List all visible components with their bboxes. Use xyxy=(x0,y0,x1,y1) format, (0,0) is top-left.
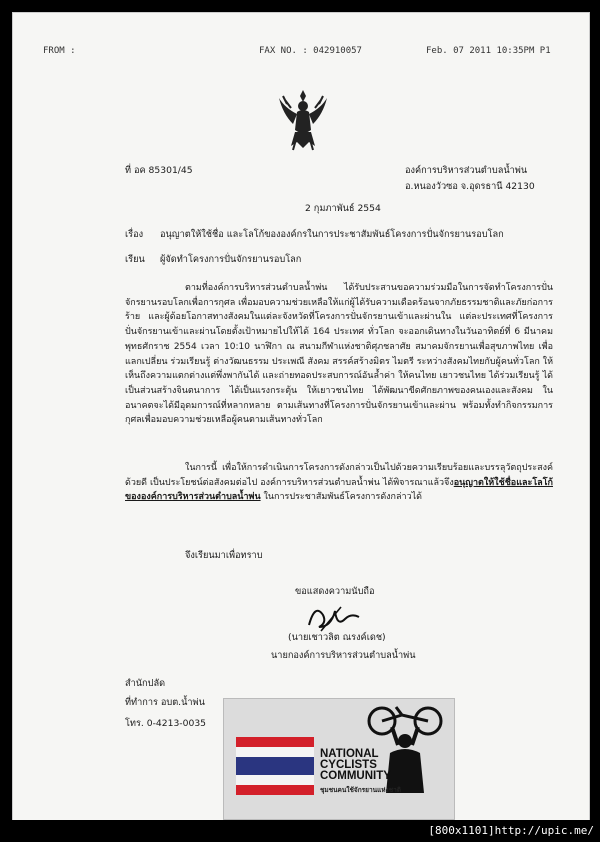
closing-request: จึงเรียนมาเพื่อทราบ xyxy=(185,550,263,561)
org-address: อ.หนองวัวซอ จ.อุดรธานี 42130 xyxy=(405,181,535,192)
fax-date-page: Feb. 07 2011 10:35PM P1 xyxy=(426,46,551,56)
logo-thai-text: ชุมชนคนใช้จักรยานแห่งชาติ xyxy=(320,786,401,794)
signer-title: นายกองค์การบริหารส่วนตำบลน้ำพ่น xyxy=(271,650,416,661)
thai-flag-icon xyxy=(236,737,314,795)
ncc-logo-label xyxy=(223,698,455,820)
body-paragraph-1: ตามที่องค์การบริหารส่วนตำบลน้ำพ่น ได้รับประสานขอความร่วมมือในการจัดทำโครงการปั่นจักรยานรอบโลกเพื่อการกุศล เพื่อมอบความช่วยเหลือให้แก่ผู้ได้รับความเดือดร้อนจากภัยธรรมชาติและภัยก่อการร้าย และผู้ด้อยโอกาสทางสังคมในแต่ละจังหวัดที่โครงการปั่นจักรยานเข้าและผ่านใน แต่ละประเทศที่โครงการปั่นจักรยานเข้าและผ่านโดยตั้งเป้าหมายไปให้ได้ 164 ประเทศ ทั่วโลก จะออกเดินทางในวันอาทิตย์ที่ 6 มีนาคม พุทธศักราช 2554 เวลา 10:10 นาฬิกา ณ สนามกีฬาแห่งชาติศุภชลาศัย สมาคมจักรยานเพื่อสุขภาพไทย เพื่อแลกเปลี่ยน ร่วมเรียนรู้ ต่างวัฒนธรรม ประเพณี สังคม สรรค์สร้างมิตร ไมตรี ระหว่างสังคมไทยกับผู้คนทั่วโลก ให้เห็นถึงความแตกต่างแต่พึ่งพากันได้ และถ่ายทอดประสบการณ์อันล้ำค่า ให้คนไทย เยาวชนไทย ได้ร่วมเรียนรู้ ได้เป็นส่วนสร้างจินตนาการ ได้เป็นแรงกระตุ้น ให้เยาวชนไทย ได้พัฒนาขีดศักยภาพของคนเองและสังคม ในอนาคตจะได้มีอุดมการณ์ที่หลากหลาย ตามเส้นทางที่โครงการปั่นจักรยานเข้าและผ่าน พร้อมทั้งทำกิจกรรมการกุศลเพื่อมอบความช่วยเหลือผู้คนตามเส้นทางทั่วโลก xyxy=(125,283,553,426)
reference-number: ที่ อค 85301/45 xyxy=(125,165,193,176)
document-page xyxy=(12,12,590,822)
org-name: องค์การบริหารส่วนตำบลน้ำพ่น xyxy=(405,165,528,176)
garuda-emblem-icon xyxy=(275,86,331,152)
subject-label: เรื่อง xyxy=(125,229,144,240)
office-phone: โทร. 0-4213-0035 xyxy=(125,718,207,729)
logo-text-block xyxy=(320,749,391,782)
subject-text: อนุญาตให้ใช้ชื่อ และโลโก้ขององค์กรในการประชาสัมพันธ์โครงการปั่นจักรยานรอบโลก xyxy=(160,229,504,240)
fax-number: FAX NO. : 042910057 xyxy=(259,46,362,56)
logo-line-3: COMMUNITY xyxy=(320,770,391,782)
recipient-text: ผู้จัดทำโครงการปั่นจักรยานรอบโลก xyxy=(160,254,302,265)
office-name: สำนักปลัด xyxy=(125,678,166,689)
logo-line-1: NATIONAL xyxy=(320,748,379,760)
logo-line-2: CYCLISTS xyxy=(320,759,377,771)
fax-from: FROM : xyxy=(43,46,76,56)
document-date: 2 กุมภาพันธ์ 2554 xyxy=(305,203,381,214)
paragraph-2-end: ในการประชาสัมพันธ์โครงการดังกล่าวได้ xyxy=(263,492,423,503)
office-address: ที่ทำการ อบต.น้ำพ่น xyxy=(125,697,205,708)
image-host-watermark: [800x1101]http://upic.me/ xyxy=(428,824,594,837)
recipient-label: เรียน xyxy=(125,254,145,265)
regards-text: ขอแสดงความนับถือ xyxy=(295,586,375,597)
paragraph-2-intro: ในการนี้ เพื่อให้การดำเนินการโครงการดังกล่าวเป็นไปด้วยความเรียบร้อยและบรรลุวัตถุประสงค์ด้วยดี เป็นประโยชน์ต่อสังคมต่อไป องค์การบริหารส่วนตำบลน้ำพ่น ได้พิจารณาแล้วจึง xyxy=(125,463,553,488)
signer-name: (นายเชาวลิต ณรงค์เดช) xyxy=(288,632,386,643)
body-paragraph-2 xyxy=(125,461,553,505)
permission-highlight: อนุญาตให้ใช้ชื่อและโลโก้ขององค์การบริหารส่วนตำบลน้ำพ่น xyxy=(125,477,553,503)
